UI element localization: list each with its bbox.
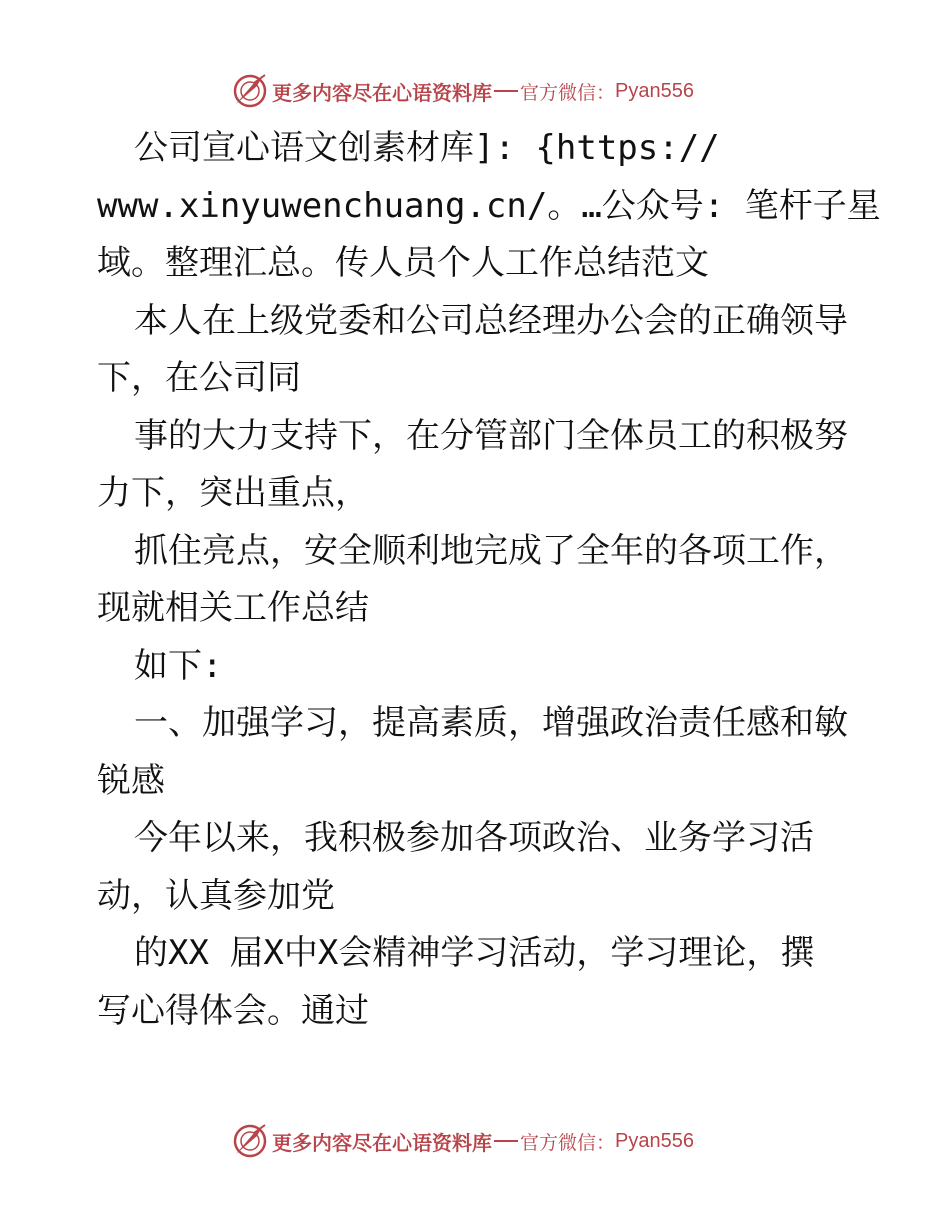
section-heading: 一、加强学习，提高素质，增强政治责任感和敏 <box>134 703 848 743</box>
header-banner <box>232 71 694 111</box>
banner-dash <box>494 90 518 92</box>
banner-site-name: 更多内容尽在心语资料库 <box>272 80 492 105</box>
text-line: 的XX 届X中X会精神学习活动，学习理论，撰 <box>134 933 815 973</box>
text-line: 公司宣心语文创素材库]: {https:// <box>134 128 720 168</box>
text-line: 下，在公司同 <box>97 358 301 398</box>
text-line: 抓住亮点，安全顺利地完成了全年的各项工作， <box>134 530 848 571</box>
banner-account: Pyan556 <box>615 1129 694 1152</box>
text-line: 动，认真参加党 <box>97 875 335 916</box>
document-body <box>97 120 881 1040</box>
section-heading-cont: 锐感 <box>97 760 165 801</box>
banner-official-label: 官方微信： <box>520 1131 616 1154</box>
text-line: 域。整理汇总。传人员个人工作总结范文 <box>97 243 709 283</box>
banner-dash <box>494 1140 518 1142</box>
banner-account: Pyan556 <box>615 79 694 102</box>
quill-logo-icon <box>232 73 268 109</box>
text-line: 事的大力支持下，在分管部门全体员工的积极努 <box>134 415 848 456</box>
text-line: www.xinyuwenchuang.cn/。…公众号: 笔杆子星 <box>97 185 881 226</box>
text-line: 今年以来，我积极参加各项政治、业务学习活 <box>134 818 814 858</box>
text-line: 如下: <box>134 645 223 686</box>
text-line: 本人在上级党委和公司总经理办公会的正确领导 <box>134 300 848 341</box>
footer-banner <box>232 1121 694 1161</box>
text-line: 力下，突出重点， <box>97 473 369 513</box>
text-line: 现就相关工作总结 <box>97 588 369 628</box>
banner-official-label: 官方微信： <box>520 81 616 104</box>
text-line: 写心得体会。通过 <box>97 990 369 1031</box>
quill-logo-icon <box>232 1123 268 1159</box>
banner-site-name: 更多内容尽在心语资料库 <box>272 1130 492 1155</box>
